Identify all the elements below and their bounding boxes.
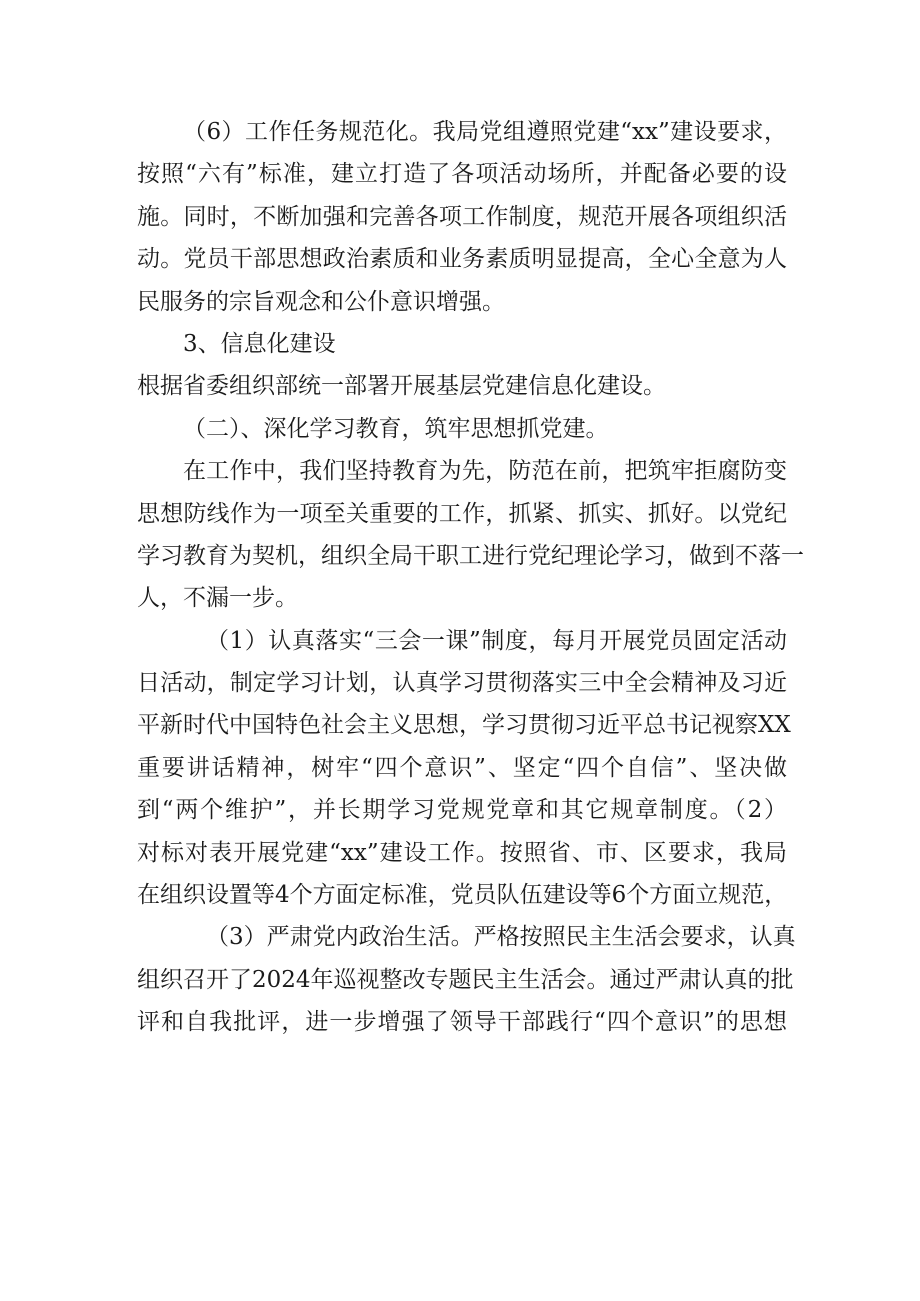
paragraph-line: 对标对表开展党建“xx”建设工作。按照省、市、区要求，我局	[137, 839, 787, 866]
paragraph-line: （1）认真落实“三会一课”制度，每月开展党员固定活动	[206, 627, 787, 654]
paragraph-line: 日活动，制定学习计划，认真学习贯彻落实三中全会精神及习近	[137, 670, 787, 697]
paragraph-line: 重要讲话精神，树牢“四个意识”、坚定“四个自信”、坚决做	[137, 754, 787, 781]
paragraph-line: 施。同时，不断加强和完善各项工作制度，规范开展各项组织活	[137, 203, 787, 230]
section-heading: 3、信息化建设	[183, 330, 336, 357]
paragraph-line: （3）严肃党内政治生活。严格按照民主生活会要求，认真	[206, 924, 796, 951]
paragraph-line: 组织召开了2024年巡视整改专题民主生活会。通过严肃认真的批	[137, 966, 794, 993]
paragraph-line: 在组织设置等4个方面定标准，党员队伍建设等6个方面立规范，	[137, 882, 788, 909]
paragraph-line: 评和自我批评，进一步增强了领导干部践行“四个意识”的思想	[137, 1009, 787, 1036]
paragraph-line: 在工作中，我们坚持教育为先，防范在前，把筑牢拒腐防变	[183, 458, 787, 485]
paragraph-line: 人，不漏一步。	[137, 585, 298, 612]
paragraph-line: 动。党员干部思想政治素质和业务素质明显提高，全心全意为人	[137, 246, 787, 273]
paragraph-line: 思想防线作为一项至关重要的工作，抓紧、抓实、抓好。以党纪	[137, 500, 787, 527]
paragraph-line: 到“两个维护”，并长期学习党规党章和其它规章制度。（2）	[137, 797, 787, 824]
section-heading: （二）、深化学习教育，筑牢思想抓党建。	[183, 415, 609, 442]
paragraph-line: 民服务的宗旨观念和公仆意识增强。	[137, 288, 505, 315]
paragraph-line: 根据省委组织部统一部署开展基层党建信息化建设。	[137, 373, 666, 400]
paragraph-line: 按照“六有”标准，建立打造了各项活动场所，并配备必要的设	[137, 161, 787, 188]
paragraph-line: （6）工作任务规范化。我局党组遵照党建“xx”建设要求，	[183, 119, 787, 145]
paragraph-line: 学习教育为契机，组织全局干职工进行党纪理论学习，做到不落一	[137, 542, 804, 569]
document-body	[137, 111, 804, 1044]
paragraph-line: 平新时代中国特色社会主义思想，学习贯彻习近平总书记视察XX	[137, 712, 791, 739]
